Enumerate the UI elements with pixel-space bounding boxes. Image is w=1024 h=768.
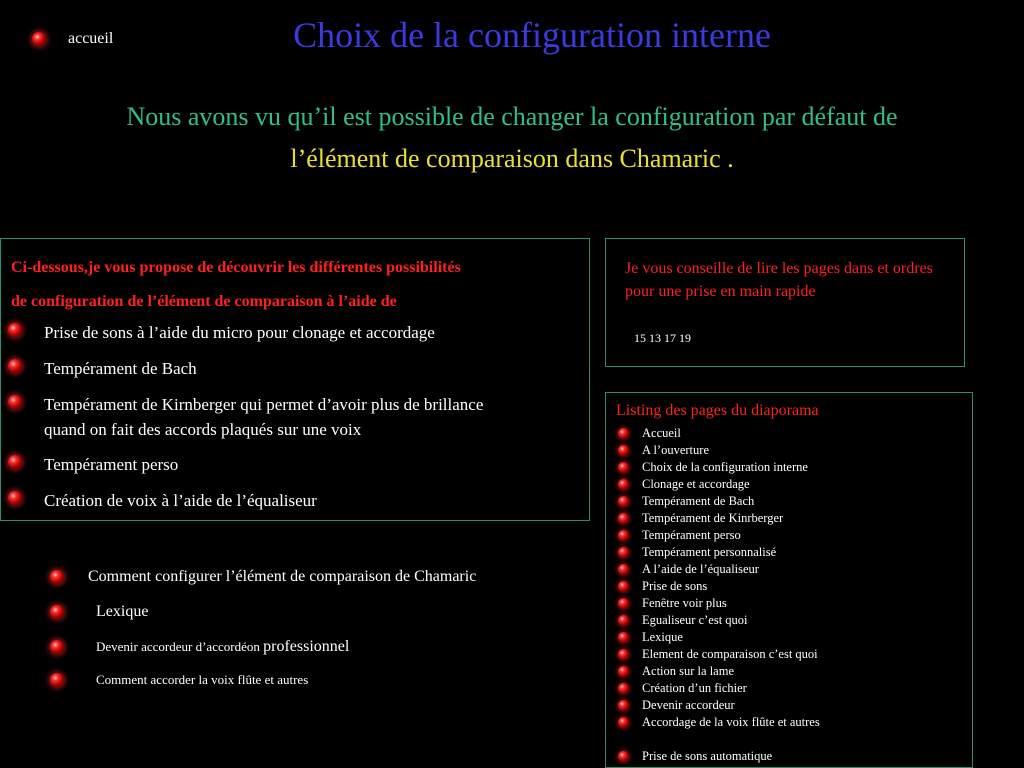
listing-item-label: Tempérament de Kinrberger [642, 511, 784, 525]
feature-link-kirnberger[interactable] [8, 392, 504, 442]
listing-item[interactable] [618, 613, 748, 628]
red-bullet-icon [8, 359, 22, 373]
feature-link-perso[interactable] [8, 452, 524, 477]
home-link-label: accueil [68, 30, 114, 47]
red-bullet-icon [618, 632, 629, 643]
listing-item-label: Accordage de la voix flûte et autres [642, 715, 820, 729]
listing-item-label: Egualiseur c’est quoi [642, 613, 748, 627]
flute-link-label: Comment accorder la voix flûte et autres [96, 672, 309, 687]
listing-item[interactable] [618, 579, 707, 594]
listing-box [605, 392, 973, 768]
feature-label: Tempérament perso [44, 455, 179, 474]
listing-item-label: Prise de sons automatique [642, 749, 773, 763]
listing-item-label: A l’ouverture [642, 443, 709, 457]
devenir-accordeur-label [96, 638, 349, 656]
listing-item-label: Clonage et accordage [642, 477, 750, 491]
listing-item-label: A l’aide de l’équaliseur [642, 562, 759, 576]
feature-link-bach[interactable] [8, 356, 524, 381]
listing-item[interactable] [618, 647, 818, 662]
listing-item-label: Choix de la configuration interne [642, 460, 808, 474]
advice-text: Je vous conseille de lire les pages dans et ordres pour une prise en main rapide [625, 260, 933, 300]
feature-label: Tempérament de Bach [44, 359, 197, 378]
feature-link-prise-de-sons[interactable] [8, 320, 524, 345]
features-heading-line1: Ci-dessous,je vous propose de découvrir les différentes possibilités [11, 259, 461, 276]
listing-item[interactable] [618, 494, 754, 509]
listing-item[interactable] [618, 443, 709, 458]
configure-link[interactable] [50, 568, 476, 586]
listing-item[interactable] [618, 460, 808, 475]
red-bullet-icon [618, 581, 629, 592]
devenir-accordeur-label-part1: Devenir accordeur d’accordéon [96, 639, 264, 654]
lexique-link-label: Lexique [96, 603, 149, 620]
red-bullet-icon [618, 496, 629, 507]
listing-item[interactable] [618, 596, 727, 611]
red-bullet-icon [8, 491, 22, 505]
feature-label: Tempérament de Kirnberger qui permet d’avoir plus de brillance quand on fait des accords plaqués sur une voix [44, 395, 484, 439]
red-bullet-icon [50, 570, 64, 584]
red-bullet-icon [618, 513, 629, 524]
listing-item-label: Devenir accordeur [642, 698, 735, 712]
red-bullet-icon [618, 615, 629, 626]
listing-item-label: Tempérament personnalisé [642, 545, 777, 559]
lexique-link[interactable] [50, 603, 148, 621]
feature-label: Création de voix à l’aide de l’équaliseur [44, 491, 317, 510]
features-heading-line2: de configuration de l’élément de comparaison à l’aide de [11, 293, 397, 310]
listing-item[interactable] [618, 545, 776, 560]
red-bullet-icon [618, 598, 629, 609]
features-heading [11, 251, 586, 319]
listing-item-label: Element de comparaison c’est quoi [642, 647, 818, 661]
red-bullet-icon [618, 751, 629, 762]
red-bullet-icon [50, 673, 64, 687]
advice-page-numbers: 15 13 17 19 [634, 331, 691, 345]
devenir-accordeur-link[interactable] [50, 638, 349, 656]
intro-text [60, 96, 964, 180]
red-bullet-icon [618, 462, 629, 473]
listing-item-label: Fenêtre voir plus [642, 596, 727, 610]
listing-item[interactable] [618, 426, 681, 441]
listing-item[interactable] [618, 715, 820, 730]
intro-line2-suffix: . [720, 144, 734, 173]
advice-box [605, 238, 965, 367]
red-bullet-icon [618, 649, 629, 660]
intro-line1: Nous avons vu qu’il est possible de changer la configuration par défaut de [126, 102, 898, 131]
red-bullet-icon [618, 700, 629, 711]
red-bullet-icon [8, 455, 22, 469]
listing-item-label: Prise de sons [642, 579, 708, 593]
feature-label: Prise de sons à l’aide du micro pour clonage et accordage [44, 323, 435, 342]
flute-link[interactable] [50, 672, 308, 688]
listing-item-label: Accueil [642, 426, 681, 440]
red-bullet-icon [618, 547, 629, 558]
red-bullet-icon [50, 605, 64, 619]
configure-link-label: Comment configurer l’élément de comparaison de Chamaric [88, 568, 477, 585]
red-bullet-icon [618, 717, 629, 728]
listing-item-label: Tempérament de Bach [642, 494, 755, 508]
red-bullet-icon [618, 530, 629, 541]
devenir-accordeur-label-part2: professionnel [263, 638, 350, 655]
page-title: Choix de la configuration interne [293, 15, 771, 55]
red-bullet-icon [618, 666, 629, 677]
red-bullet-icon [618, 564, 629, 575]
red-bullet-icon [8, 323, 22, 337]
red-bullet-icon [618, 445, 629, 456]
listing-heading: Listing des pages du diaporama [616, 402, 819, 419]
listing-item-label: Action sur la lame [642, 664, 734, 678]
listing-item[interactable] [618, 698, 735, 713]
listing-item[interactable] [618, 511, 783, 526]
listing-item-label: Tempérament perso [642, 528, 741, 542]
listing-item[interactable] [618, 477, 750, 492]
listing-item[interactable] [618, 528, 741, 543]
red-bullet-icon [618, 683, 629, 694]
listing-item[interactable] [618, 681, 747, 696]
listing-item[interactable] [618, 562, 759, 577]
listing-item[interactable] [618, 664, 734, 679]
red-bullet-icon [50, 640, 64, 654]
red-bullet-icon [618, 479, 629, 490]
listing-item[interactable] [618, 749, 772, 764]
listing-item-label: Lexique [642, 630, 683, 644]
listing-item[interactable] [618, 630, 683, 645]
red-bullet-icon [8, 395, 22, 409]
listing-item-label: Création d’un fichier [642, 681, 747, 695]
red-bullet-icon [618, 428, 629, 439]
intro-line2 [60, 138, 964, 180]
feature-link-equaliseur[interactable] [8, 488, 524, 513]
intro-line2-text: l’élément de comparaison dans Chamaric [290, 144, 721, 173]
